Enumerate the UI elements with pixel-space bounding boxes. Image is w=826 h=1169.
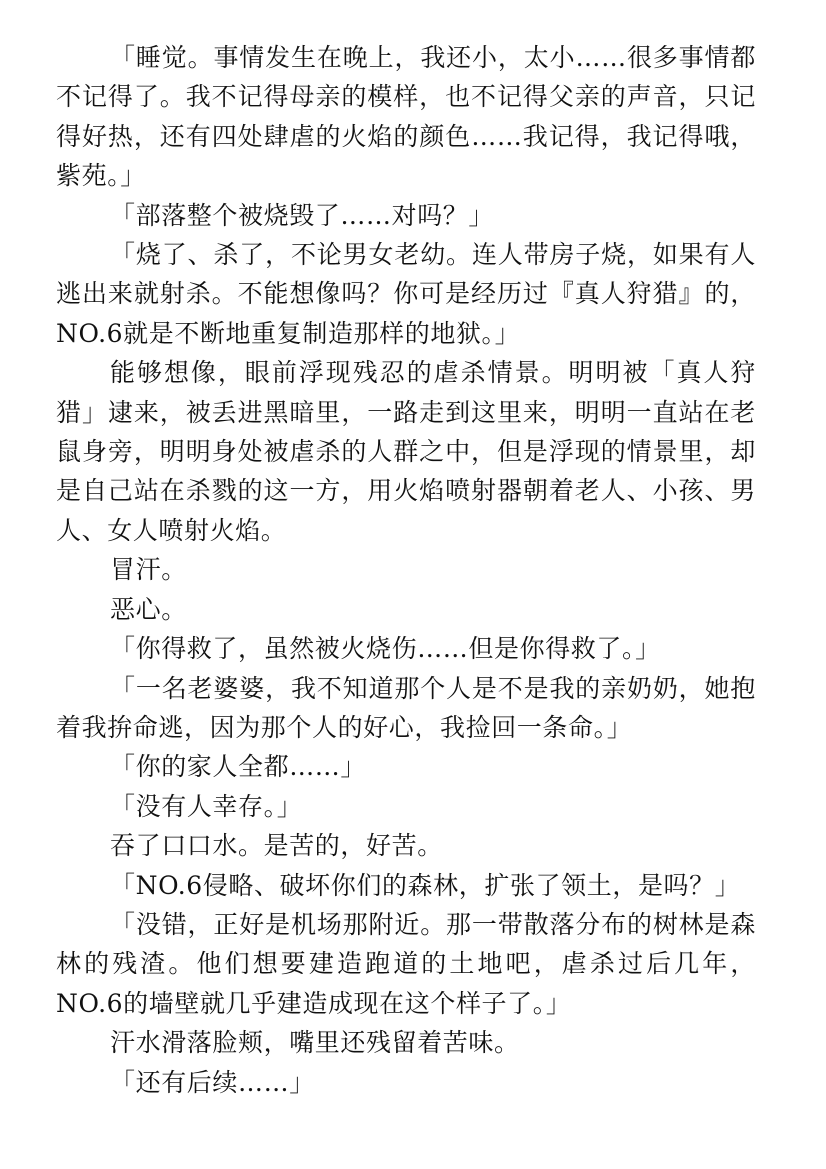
paragraph-3: 「烧了、杀了，不论男女老幼。连人带房子烧，如果有人逃出来就射杀。不能想像吗？你可是经历过『真人狩猎』的，NO.6就是不断地重复制造那样的地狱。」 <box>56 240 756 348</box>
paragraph-12: 「NO.6侵略、破坏你们的森林，扩张了领土，是吗？」 <box>110 870 741 900</box>
paragraph-13: 「没错，正好是机场那附近。那一带散落分布的树林是森林的残渣。他们想要建造跑道的土地吧，虐杀过后几年，NO.6的墙壁就几乎建造成现在这个样子了。」 <box>56 909 756 1018</box>
paragraph-2: 「部落整个被烧毁了……对吗？」 <box>110 200 495 230</box>
paragraph-7: 「你得救了，虽然被火烧伤……但是你得救了。」 <box>110 634 661 664</box>
book-page <box>56 38 756 1102</box>
paragraph-10: 「没有人幸存。」 <box>110 791 303 821</box>
paragraph-5: 冒汗。 <box>110 555 187 585</box>
paragraph-15: 「还有后续……」 <box>110 1067 315 1097</box>
paragraph-14: 汗水滑落脸颊，嘴里还残留着苦味。 <box>110 1028 520 1058</box>
paragraph-4: 能够想像，眼前浮现残忍的虐杀情景。明明被「真人狩猎」逮来，被丢进黑暗里，一路走到这里来，明明一直站在老鼠身旁，明明身处被虐杀的人群之中，但是浮现的情景里，却是自己站在杀戮的这一方，用火焰喷射器朝着老人、小孩、男人、女人喷射火焰。 <box>56 358 756 545</box>
paragraph-6: 恶心。 <box>110 594 187 624</box>
paragraph-9: 「你的家人全都……」 <box>110 752 367 782</box>
paragraph-1: 「睡觉。事情发生在晚上，我还小，太小……很多事情都不记得了。我不记得母亲的模样，也不记得父亲的声音，只记得好热，还有四处肆虐的火焰的颜色……我记得，我记得哦，紫苑。」 <box>56 43 756 191</box>
paragraph-8: 「一名老婆婆，我不知道那个人是不是我的亲奶奶，她抱着我拚命逃，因为那个人的好心，我捡回一条命。」 <box>56 673 756 742</box>
paragraph-11: 吞了口口水。是苦的，好苦。 <box>110 831 443 861</box>
